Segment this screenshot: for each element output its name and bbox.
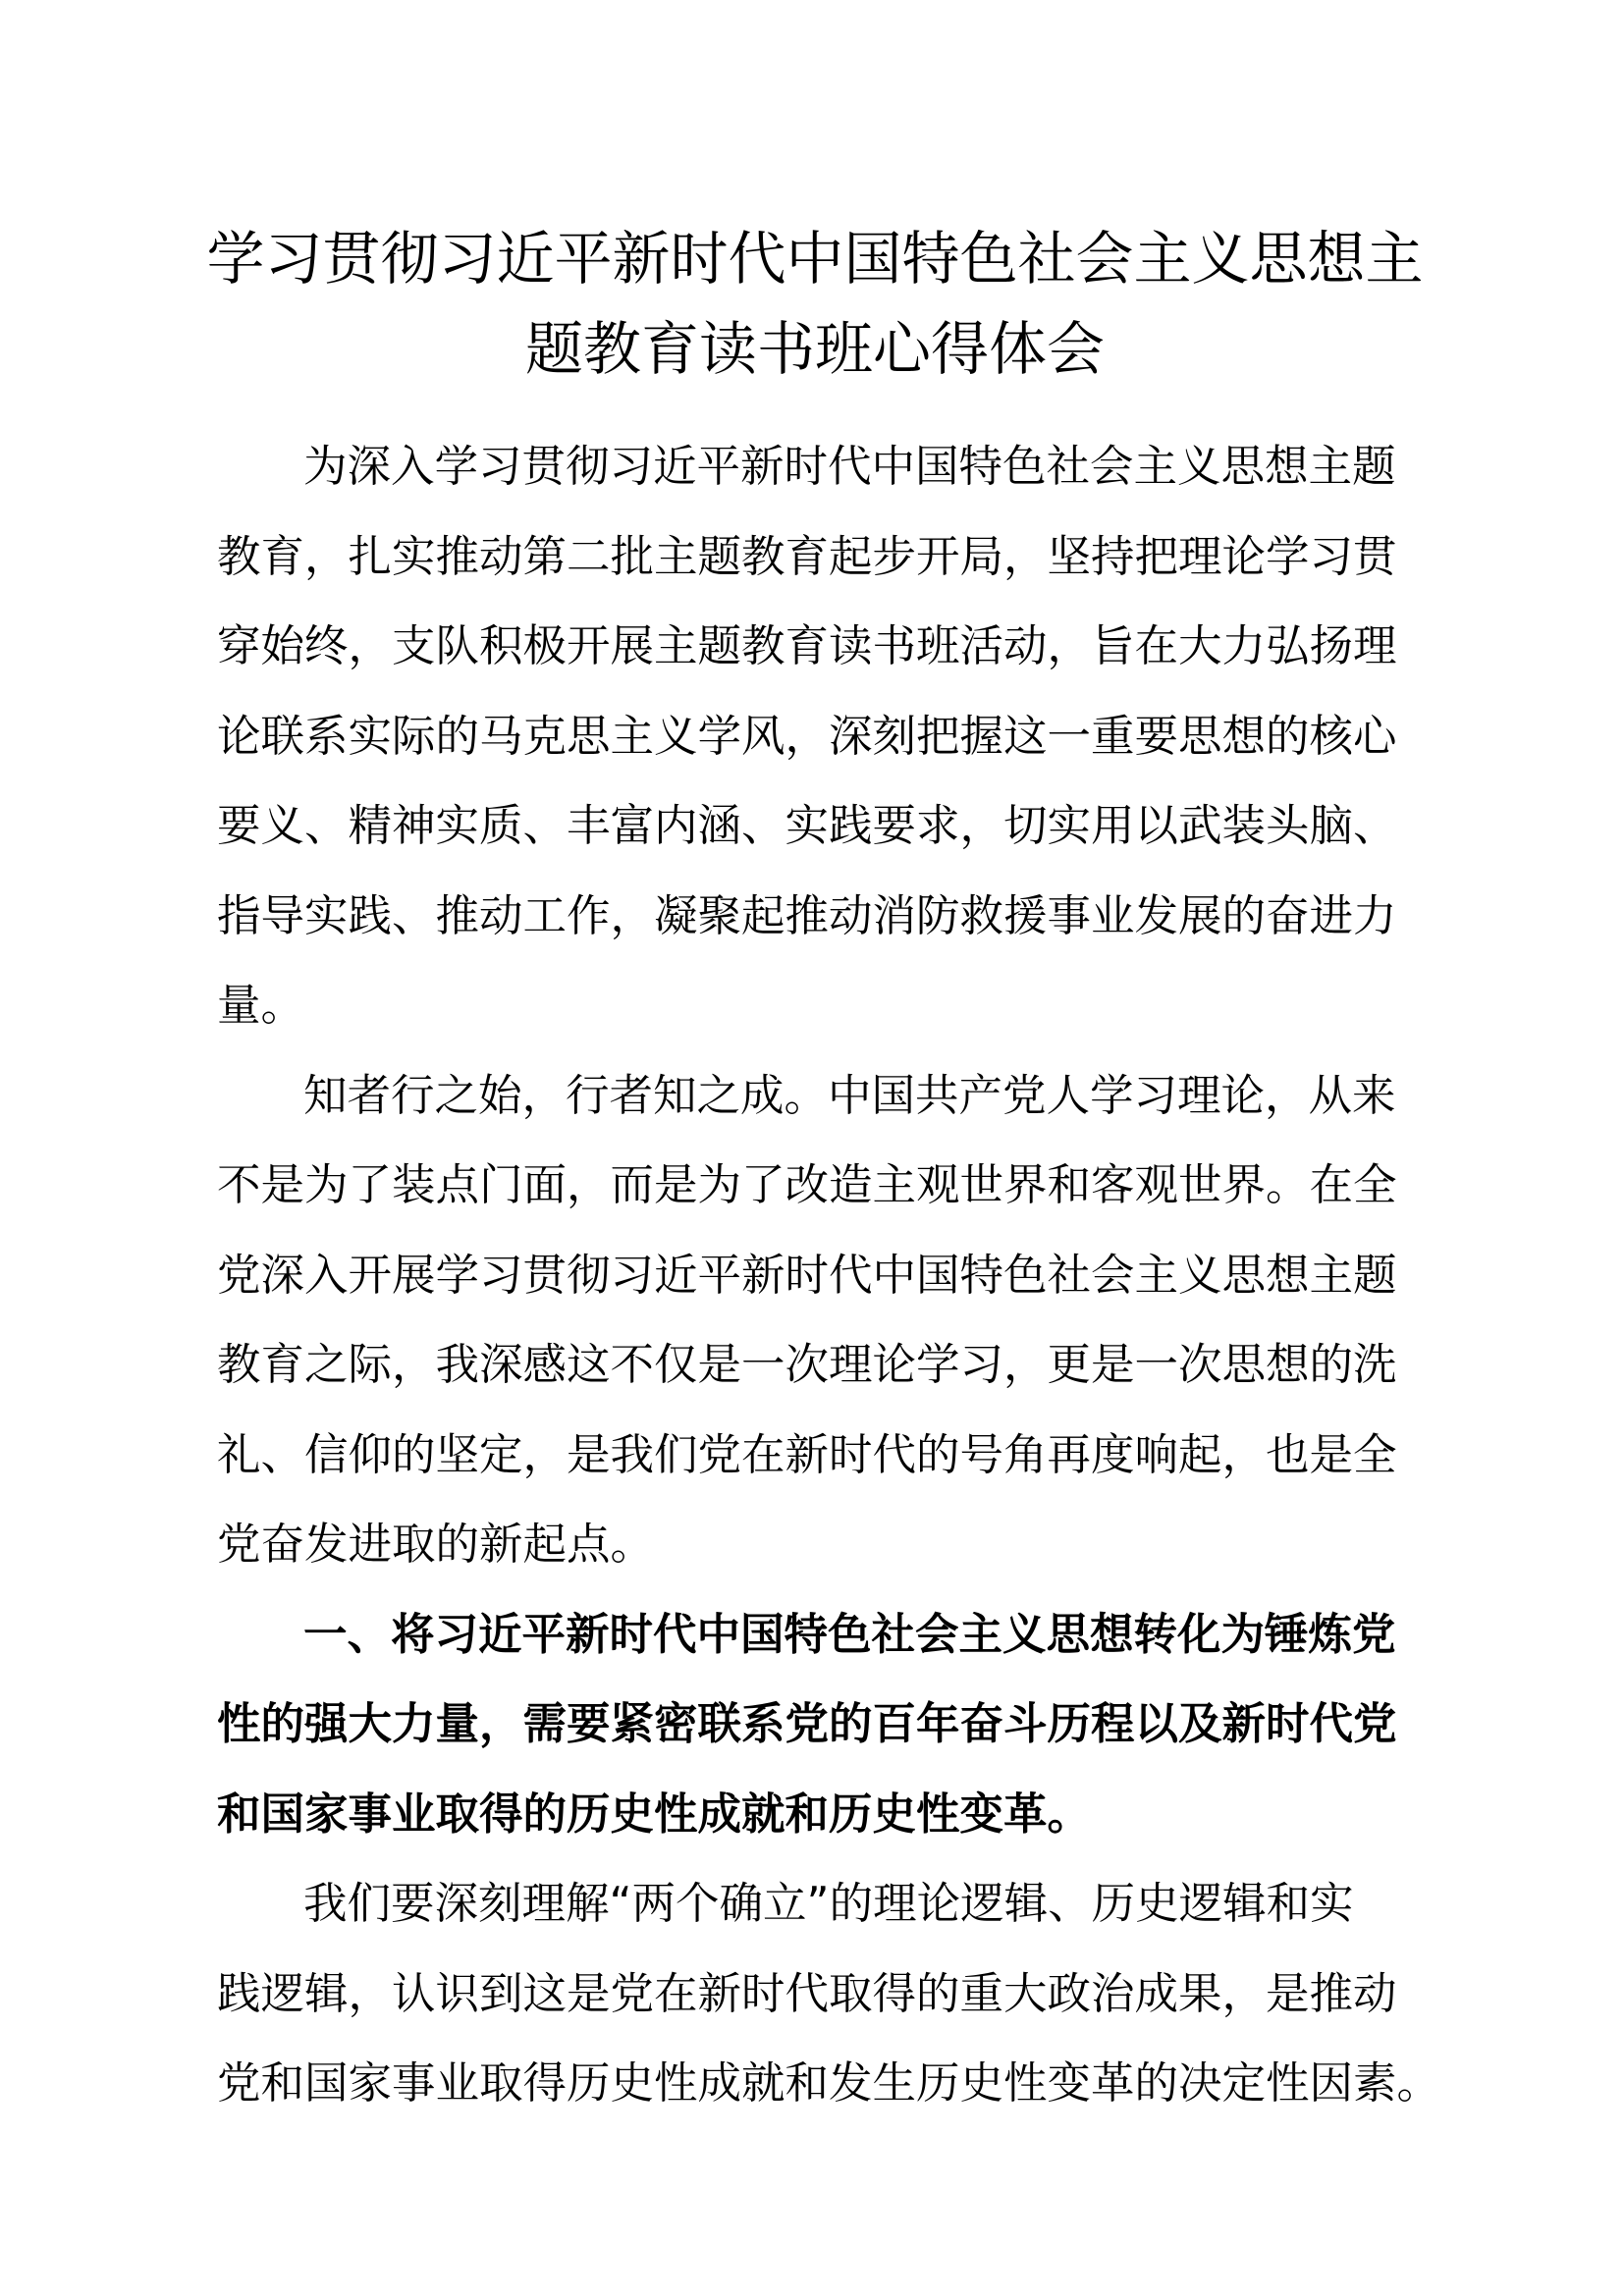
paragraph-line: 践逻辑，认识到这是党在新时代取得的重大政治成果，是推动	[217, 1968, 1397, 2019]
paragraph-line: 不是为了装点门面，而是为了改造主观世界和客观世界。在全	[217, 1160, 1397, 1210]
document-body	[217, 422, 1441, 2129]
paragraph-two-establishments	[217, 1859, 1441, 2129]
section-heading-1	[217, 1590, 1435, 1860]
paragraph-knowledge-action	[217, 1051, 1435, 1590]
title-line-1: 学习贯彻习近平新时代中国特色社会主义思想主	[206, 225, 1424, 293]
heading-line: 一、将习近平新时代中国特色社会主义思想转化为锤炼党	[303, 1609, 1396, 1660]
paragraph-line: 论联系实际的马克思主义学风，深刻把握这一重要思想的核心	[217, 711, 1397, 762]
paragraph-line: 教育之际，我深感这不仅是一次理论学习，更是一次思想的洗	[217, 1340, 1397, 1390]
document-title	[206, 214, 1424, 395]
paragraph-line: 知者行之始，行者知之成。中国共产党人学习理论，从来	[303, 1070, 1396, 1121]
paragraph-line: 指导实践、推动工作，凝聚起推动消防救援事业发展的奋进力	[217, 890, 1397, 941]
paragraph-line: 我们要深刻理解“两个确立”的理论逻辑、历史逻辑和实	[303, 1879, 1354, 1929]
paragraph-intro	[217, 422, 1435, 1051]
paragraph-line: 要义、精神实质、丰富内涵、实践要求，切实用以武装头脑、	[217, 801, 1397, 851]
heading-line: 性的强大力量，需要紧密联系党的百年奋斗历程以及新时代党	[217, 1699, 1397, 1749]
paragraph-line: 党奋发进取的新起点。	[217, 1520, 655, 1570]
paragraph-line: 党和国家事业取得历史性成就和发生历史性变革的决定性因素。	[217, 2058, 1441, 2109]
paragraph-line: 量。	[217, 981, 305, 1031]
paragraph-line: 穿始终，支队积极开展主题教育读书班活动，旨在大力弘扬理	[217, 621, 1397, 671]
paragraph-line: 党深入开展学习贯彻习近平新时代中国特色社会主义思想主题	[217, 1250, 1397, 1301]
paragraph-line: 为深入学习贯彻习近平新时代中国特色社会主义思想主题	[303, 442, 1396, 492]
paragraph-line: 礼、信仰的坚定，是我们党在新时代的号角再度响起，也是全	[217, 1429, 1397, 1480]
paragraph-line: 教育，扎实推动第二批主题教育起步开局，坚持把理论学习贯	[217, 531, 1397, 582]
title-line-2: 题教育读书班心得体会	[524, 315, 1105, 383]
heading-line: 和国家事业取得的历史性成就和历史性变革。	[217, 1789, 1092, 1840]
